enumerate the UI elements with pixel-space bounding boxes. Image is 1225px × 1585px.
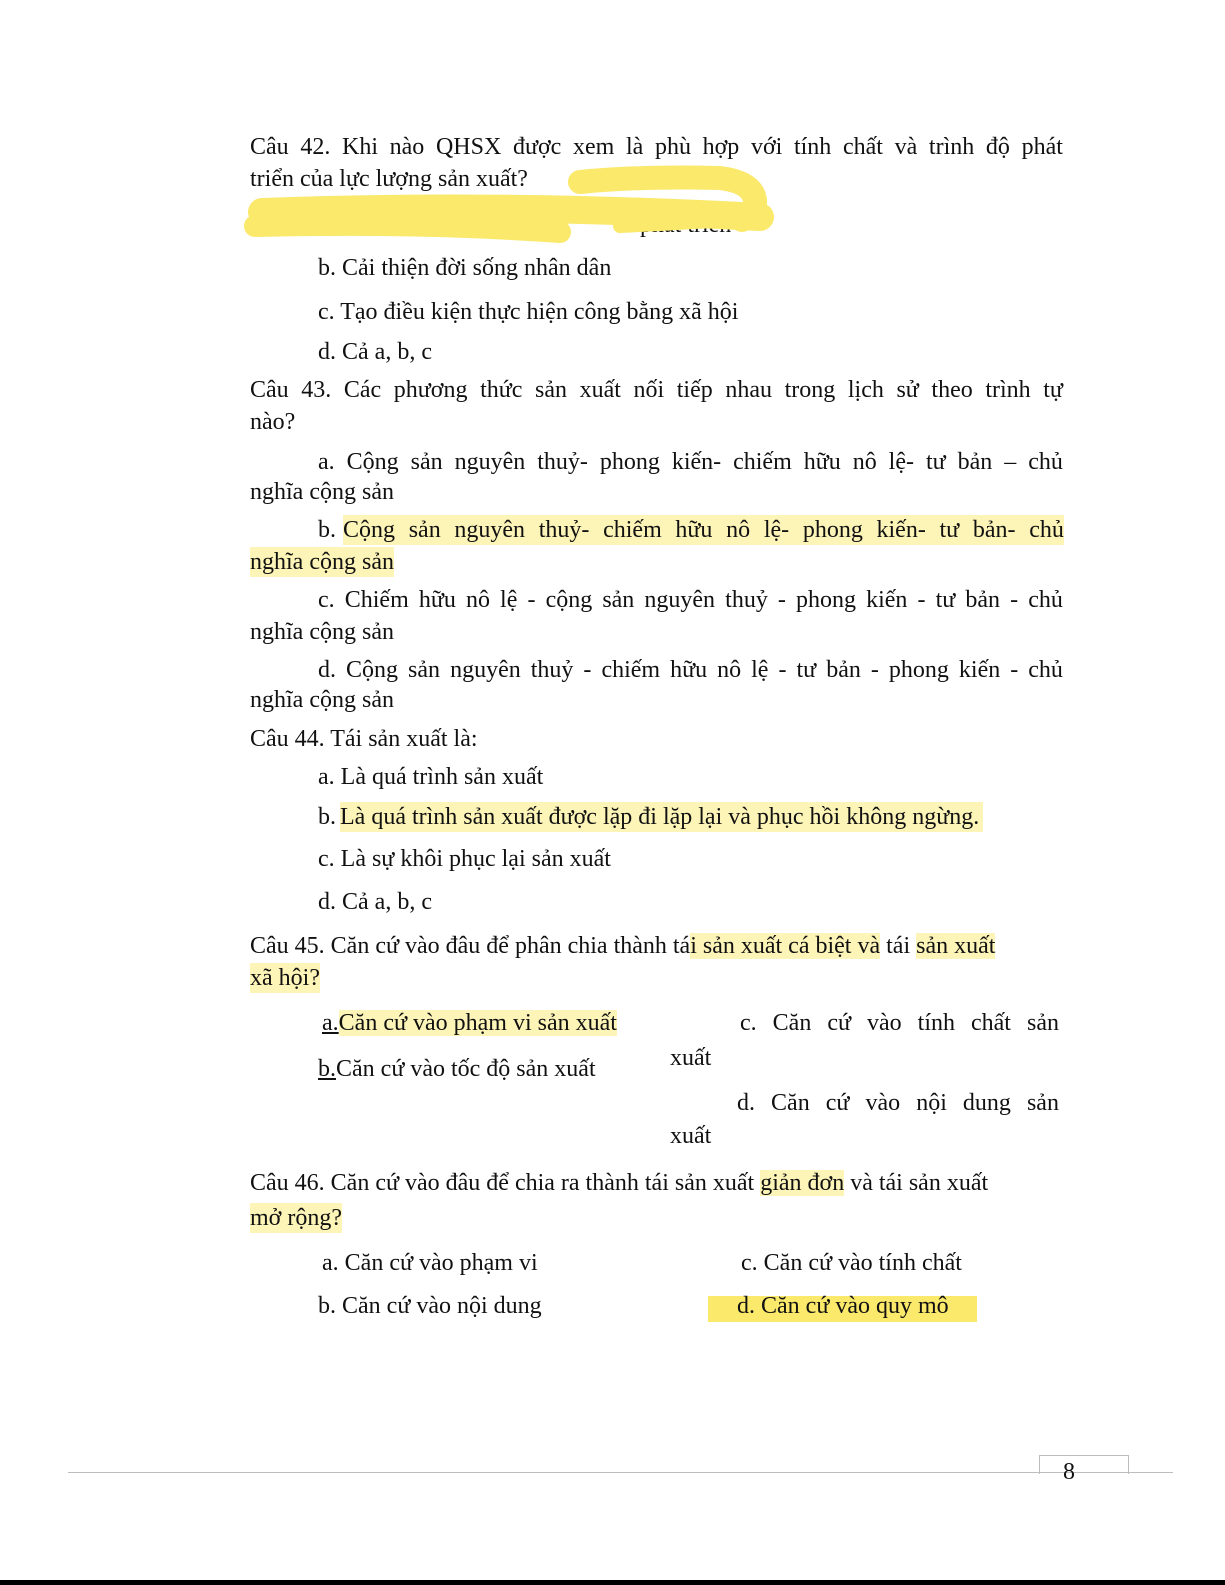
word: d. [318,657,336,683]
word: thuỷ- [537,449,588,475]
word: chiếm [601,657,661,683]
word: 42. [300,134,331,160]
word: nguyên [644,587,716,613]
word: nối [633,377,665,403]
word: Cộng [346,657,399,683]
q46-stem-highlight: giản đơn [760,1170,845,1196]
word: nô [465,587,490,613]
word: sử [896,377,919,403]
word: phù [654,134,691,160]
word: - [778,657,787,683]
word: d. [737,1090,755,1116]
word: kiến [958,657,1001,683]
word: lệ [751,657,769,683]
word: nô [717,657,742,683]
page-number: 8 [1063,1459,1075,1485]
word: bản- [972,517,1016,543]
q43-option-d-line2: nghĩa cộng sản [250,687,394,713]
q45-option-c [740,1008,1059,1038]
q44-option-d: d. Cả a, b, c [318,889,432,915]
word: thuỷ [530,657,574,683]
word: c. [318,587,335,613]
word: độ [985,134,1010,160]
q42-hidden-answer-fragment: phát triển [640,212,732,238]
word: - [777,587,786,613]
word: Câu [250,134,289,160]
q44-stem: Câu 44. Tái sản xuất là: [250,726,478,752]
q44-option-a: a. Là quá trình sản xuất [318,764,544,790]
word: sản [1026,1010,1059,1036]
word: tư [935,587,956,613]
word: Khi [341,134,378,160]
q45-option-c-cont: xuất [670,1045,712,1071]
word: chủ [1028,449,1063,475]
word: kiến- [876,517,926,543]
word: chất [842,134,883,160]
footer-rule [68,1472,1173,1473]
word: hợp [702,134,740,160]
word: - [1010,587,1019,613]
word: với [750,134,783,160]
word: theo [931,377,973,403]
word: thức [480,377,523,403]
q42-option-c: c. Tạo điều kiện thực hiện công bằng xã hội [318,299,739,325]
word: chiếm [603,517,662,543]
word: nguyên [454,517,526,543]
word: chất [971,1010,1011,1036]
word: a. [318,449,335,475]
word: phong [796,587,857,613]
q43-option-d-line1 [318,655,1063,685]
q46-option-b: b. Căn cứ vào nội dung [318,1293,542,1319]
q42-stem-line2: triển của lực lượng sản xuất? [250,166,528,192]
word: 43. [301,377,332,403]
q43-option-c-line2: nghĩa cộng sản [250,619,394,645]
word: chiếm [733,449,792,475]
word: Căn [772,1010,812,1036]
q43-option-b-line1 [343,515,1064,545]
highlighter-scribble [0,0,1225,260]
word: bản [826,657,861,683]
word: kiến- [671,449,722,475]
word: lệ- [888,449,914,475]
word: QHSX [435,134,502,160]
q43-stem-line2: nào? [250,409,296,435]
word: chủ [1028,657,1063,683]
word: Câu [250,377,289,403]
word: được [512,134,562,160]
q43-stem-line1 [250,375,1063,405]
word: sản [1026,1090,1059,1116]
word: bản [965,587,1001,613]
word: nô [726,517,751,543]
word: lịch [847,377,884,403]
word: nội [916,1090,947,1116]
word: – [1004,449,1017,475]
word: sản [534,377,567,403]
word: lệ- [763,517,790,543]
q46-stem-line2: mở rộng? [250,1205,343,1231]
q45-option-a [322,1008,617,1038]
q44-option-b-prefix: b. [318,804,336,830]
q43-option-a-line1 [318,447,1063,477]
word: bản [957,449,993,475]
q45-option-d-cont: xuất [670,1123,712,1149]
q46-stem-part3: và tái sản xuất [844,1170,989,1196]
word: sản [408,657,441,683]
word: nhau [725,377,773,403]
word: Các [343,377,382,403]
q45-option-b-text: Căn cứ vào tốc độ sản xuất [336,1056,596,1082]
word: thuỷ [725,587,768,613]
word: tự [1043,377,1063,403]
page-bottom-edge [0,1580,1225,1585]
word: hữu [675,517,713,543]
q45-stem-part1: Câu 45. Căn cứ vào đâu để phân chia thành tá [250,933,691,959]
word: là [625,134,644,160]
word: cứ [825,1090,850,1116]
q45-option-a-prefix: a. [322,1010,339,1036]
word: nào [389,134,425,160]
word: cứ [827,1010,851,1036]
q45-stem-line2: xã hội? [250,965,320,991]
word: phong [599,449,660,475]
q45-option-b-prefix: b. [318,1056,336,1082]
word: tính [917,1010,955,1036]
q42-option-d: d. Cả a, b, c [318,339,432,365]
word: chủ [1029,517,1064,543]
word: phát [1021,134,1063,160]
q43-option-a-line2: nghĩa cộng sản [250,479,394,505]
q45-option-d [737,1088,1059,1118]
word: Chiếm [344,587,409,613]
page-number-box [1039,1455,1129,1474]
word: - [1010,657,1019,683]
word: c. [740,1010,757,1036]
word: xuất [579,377,621,403]
word: tính [793,134,832,160]
word: tư [939,517,960,543]
q44-option-b-text: Là quá trình sản xuất được lặp đi lặp lại và phục hồi không ngừng. [340,802,983,832]
word: hữu [803,449,841,475]
word: kiến [866,587,908,613]
word: tiếp [676,377,713,403]
word: hữu [418,587,456,613]
word: nô [852,449,877,475]
word: Cộng [346,449,399,475]
q45-stem-part3: tái [880,933,917,959]
word: nguyên [454,449,526,475]
word: - [917,587,926,613]
word: phương [393,377,468,403]
word: Căn [771,1090,810,1116]
q45-option-a-text: Căn cứ vào phạm vi sản xuất [338,1010,617,1036]
word: - [583,657,592,683]
q44-option-c: c. Là sự khôi phục lại sản xuất [318,846,611,872]
q45-stem-highlight1: i sản xuất cá biệt và [690,933,881,959]
word: tư [796,657,817,683]
word: thuỷ- [538,517,590,543]
word: hữu [670,657,708,683]
q46-stem-line1 [250,1168,988,1198]
q46-option-c: c. Căn cứ vào tính chất [741,1250,962,1276]
q45-stem-line1 [250,931,995,961]
word: Cộng [343,517,396,543]
word: trình [985,377,1031,403]
word: trong [784,377,836,403]
word: vào [865,1090,901,1116]
word: dung [962,1090,1011,1116]
q42-option-b: b. Cải thiện đời sống nhân dân [318,255,612,281]
q46-option-a: a. Căn cứ vào phạm vi [322,1250,538,1276]
word: sản [410,449,443,475]
word: nguyên [450,657,521,683]
word: phong [802,517,863,543]
word: sản [602,587,635,613]
q43-option-b-line2: nghĩa cộng sản [250,549,394,575]
q46-stem-part1: Câu 46. Căn cứ vào đâu để chia ra thành tái sản xuất [250,1170,761,1196]
word: và [894,134,918,160]
q43-option-c-line1 [318,585,1063,615]
word: vào [867,1010,902,1036]
q45-stem-highlight2: sản xuất [916,933,996,959]
word: trình [928,134,975,160]
word: phong [888,657,949,683]
q45-option-b [318,1054,596,1084]
word: - [527,587,536,613]
q43-option-b-prefix: b. [318,517,336,543]
word: lệ [500,587,518,613]
q46-option-d: d. Căn cứ vào quy mô [737,1293,949,1319]
word: chủ [1028,587,1063,613]
word: xem [572,134,615,160]
word: - [870,657,879,683]
word: sản [408,517,441,543]
word: tư [925,449,946,475]
word: cộng [545,587,593,613]
